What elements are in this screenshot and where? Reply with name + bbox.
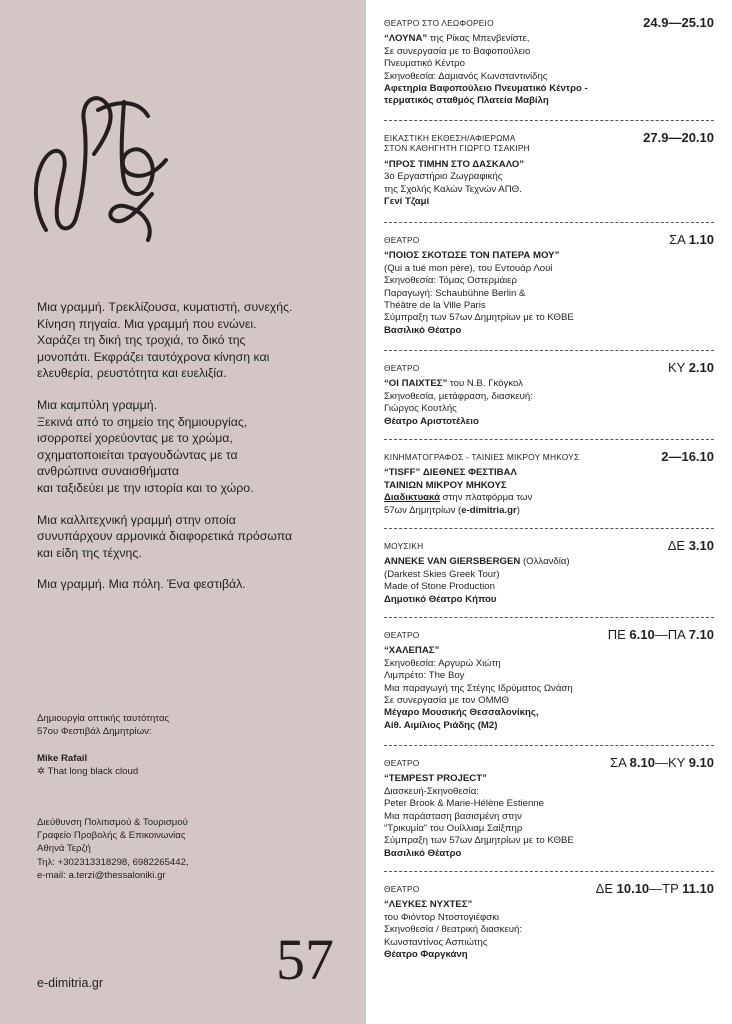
event-date-part: 27.9—20.10 [643,130,714,145]
event-text: Πνευματικό Κέντρο [384,58,465,70]
intro-line: ανθρώπινα συναισθήματα [37,464,179,479]
event-title: ΤΑΙΝΙΩΝ ΜΙΚΡΟΥ ΜΗΚΟΥΣ [384,479,507,491]
event-venue: Δημοτικό Θέατρο Κήπου [384,593,497,605]
event-divider [384,871,714,872]
event-detail-line [384,594,714,606]
event-date-part: 10.10 [616,881,650,896]
event-text: (Qui a tué mon père), του Εντουάρ Λουί [384,262,553,274]
event-category-line: ΘΕΑΤΡΟ [384,235,420,245]
event-detail-line [384,480,714,492]
contact-line: Γραφείο Προβολής & Επικοινωνίας [37,830,186,842]
intro-line: σχηματοποιείται τραγουδώντας με τα [37,447,238,462]
event-text: Made of Stone Production [384,581,495,593]
intro-line: και ταξιδεύει με την ιστορία και το χώρο. [37,480,254,495]
event-text: του Φιόντορ Ντοστογιέφσκι [384,911,500,923]
event-detail-line [384,658,714,670]
event-title: “ΛΟΥΝΑ” [384,33,428,45]
event-details [384,378,714,428]
event-text: Σε συνεργασία με το Βαφοπούλειο [384,45,531,57]
event-text: Σκηνοθεσία: Αργυρώ Χιώτη [384,657,501,669]
intro-line: ισορροπεί χορεύοντας με το χρώμα, [37,431,233,446]
event-detail-line [384,58,714,70]
event-text: ) [516,504,520,516]
design-credits [37,712,337,778]
event-date [643,130,714,145]
event-text: Γιώργος Κουτλής [384,403,457,415]
event-date [643,15,714,30]
event-category [384,363,714,373]
event-text: Σκηνοθεσία: Τόμας Οστερμάιερ [384,275,517,287]
event-detail-line [384,823,714,835]
event-detail-line [384,695,714,707]
intro-line: Μια γραμμή. Μια πόλη. Ένα φεστιβάλ. [37,577,246,592]
event-detail-line [384,95,714,107]
studio-name: ✲ That long black cloud [37,766,139,777]
event-title: “TEMPEST PROJECT” [384,773,487,785]
event-category-line: ΕΙΚΑΣΤΙΚΗ ΕΚΘΕΣΗ/ΑΦΙΕΡΩΜΑ [384,133,516,143]
event-date-part: —ΚΥ [654,755,689,770]
intro-text [37,299,347,608]
event-venue: Αίθ. Αιμίλιος Ριάδης (Μ2) [384,719,498,731]
event-item [384,881,714,961]
event-venue: Γενί Τζαμί [384,196,430,208]
event-item [384,232,714,337]
intro-line: ελευθερία, ρευστότητα και ευελιξία. [37,366,227,381]
edition-number: 57 [276,927,334,992]
event-date [669,232,714,247]
event-detail-line [384,467,714,479]
event-divider [384,350,714,351]
event-detail-line [384,505,714,517]
event-text: της Σχολής Καλών Τεχνών ΑΠΘ. [384,183,522,195]
event-date-part: —ΤΡ [649,881,683,896]
event-category-line: ΚΙΝΗΜΑΤΟΓΡΑΦΟΣ - ΤΑΙΝΙΕΣ ΜΙΚΡΟΥ ΜΗΚΟΥΣ [384,452,580,462]
event-item [384,15,714,108]
contact-line: Διεύθυνση Πολιτισμού & Τουρισμού [37,817,188,828]
event-text: Σκηνοθεσία / θεατρική διασκευή: [384,924,522,936]
contact-line: Τηλ: +302313318298, 6982265442, [37,856,189,868]
contact-line: Αθηνά Τερζή [37,843,91,855]
event-detail-line [384,325,714,337]
event-detail-line [384,391,714,403]
event-date-part: ΣΑ [610,755,630,770]
event-detail-line [384,912,714,924]
event-text: Σύμπραξη των 57ων Δημητρίων με το ΚΘΒΕ [384,835,574,847]
event-text: Σύμπραξη των 57ων Δημητρίων με το ΚΘΒΕ [384,312,574,324]
intro-line: Χαράζει τη δική της τροχιά, το δικό της [37,333,246,348]
event-venue: Βασιλικό Θέατρο [384,324,462,336]
event-divider [384,528,714,529]
event-detail-line [384,670,714,682]
event-text: Théâtre de la Ville Paris [384,300,486,312]
event-title: “ΧΑΛΕΠΑΣ” [384,645,440,657]
event-detail-line [384,811,714,823]
event-title: ANNEKE VAN GIERSBERGEN [384,556,521,568]
event-divider [384,439,714,440]
event-detail-line [384,949,714,961]
event-item [384,130,714,208]
event-text: (Ολλανδία) [520,556,570,568]
intro-paragraph [37,576,347,593]
event-header [384,627,714,642]
event-header [384,232,714,247]
event-header [384,755,714,770]
intro-line: Μια καμπύλη γραμμή. [37,397,157,412]
event-details [384,773,714,860]
event-venue: Θέατρο Φαργκάνη [384,949,468,961]
intro-line: μονοπάτι. Εκφράζει ταυτόχρονα κίνηση και [37,349,270,364]
event-date-part: 7.10 [688,627,714,642]
event-date-part: ΚΥ [667,360,689,375]
event-detail-line [384,786,714,798]
event-text: 3ο Εργαστήριο Ζωγραφικής [384,171,503,183]
event-details [384,556,714,606]
event-title: “TISFF” ΔΙΕΘΝΕΣ ΦΕΣΤΙΒΑΛ [384,467,517,479]
designer-name: Mike Rafail [37,753,88,764]
intro-paragraph [37,397,347,497]
intro-line: Μια καλλιτεχνική γραμμή στην οποία [37,512,236,527]
contact-email[interactable]: e-mail: a.terzi@thessaloniki.gr [37,869,166,881]
event-divider [384,745,714,746]
event-detail-line [384,556,714,568]
event-venue: e-dimitria.gr [461,504,517,516]
event-details [384,645,714,732]
event-category-line: ΘΕΑΤΡΟ [384,630,420,640]
event-text: του Ν.Β. Γκόγκολ [447,378,523,390]
event-detail-line [384,403,714,415]
event-date-part: ΠΕ [607,627,630,642]
event-detail-line [384,312,714,324]
event-details [384,899,714,961]
event-text: Peter Brook & Marie-Hélène Estienne [384,798,544,810]
event-category-line: ΣΤΟΝ ΚΑΘΗΓΗΤΗ ΓΙΩΡΓΟ ΤΣΑΚΙΡΗ [384,143,530,154]
event-detail-line [384,581,714,593]
event-text: της Ρίκας Μπενβενίστε, [427,33,530,45]
event-detail-line [384,416,714,428]
event-date-part: ΔΕ [595,881,617,896]
event-text: 57ων Δημητρίων ( [384,504,462,516]
event-detail-line [384,378,714,390]
event-detail-line [384,492,714,504]
event-header [384,881,714,896]
event-detail-line [384,46,714,58]
event-text: Κωνσταντίνος Ασπιώτης [384,936,488,948]
online-link[interactable]: Διαδικτυακά [384,492,440,504]
event-date-part: ΔΕ [667,538,689,553]
event-header [384,449,714,464]
event-detail-line [384,275,714,287]
event-details [384,159,714,209]
event-detail-line [384,33,714,45]
event-category-line: ΜΟΥΣΙΚΗ [384,541,424,551]
intro-paragraph [37,299,347,382]
event-text: Μια παραγωγή της Στέγης Ιδρύματος Ωνάση [384,682,573,694]
event-date-part: 3.10 [688,538,714,553]
event-text: “Τρικυμία” του Ουίλλιαμ Σαίξπηρ [384,823,523,835]
event-item [384,755,714,860]
intro-line: Ξεκινά από το σημείο της δημιουργίας, [37,414,248,429]
event-venue: Αφετηρία Βαφοπούλειο Πνευματικό Κέντρο - [384,83,588,95]
event-category [384,235,714,245]
event-text: Διασκευή-Σκηνοθεσία: [384,785,479,797]
event-text: Μια παράσταση βασισμένη στην [384,810,522,822]
event-date-part: 2.10 [688,360,714,375]
event-details [384,33,714,107]
intro-line: Κίνηση πηγαία. Μια γραμμή που ενώνει. [37,316,257,331]
event-detail-line [384,707,714,719]
event-detail-line [384,683,714,695]
event-category-line: ΘΕΑΤΡΟ [384,363,420,373]
event-date-part: 11.10 [682,881,714,896]
event-header [384,360,714,375]
event-date [661,449,714,464]
event-date-part: ΣΑ [669,232,689,247]
event-text: Σκηνοθεσία, μετάφραση, διασκευή: [384,390,533,402]
event-detail-line [384,288,714,300]
event-detail-line [384,71,714,83]
intro-paragraph [37,512,347,562]
festival-logo [28,70,178,250]
contact-info [37,816,337,882]
event-detail-line [384,645,714,657]
event-details [384,250,714,337]
event-header [384,15,714,30]
credits-line: Δημιουργία οπτικής ταυτότητας [37,713,170,724]
event-detail-line [384,937,714,949]
event-detail-line [384,300,714,312]
event-title: “ΠΟΙΟΣ ΣΚΟΤΩΣΕ ΤΟΝ ΠΑΤΕΡΑ ΜΟΥ” [384,250,560,262]
event-date [608,627,714,642]
event-text: Σε συνεργασία με τον ΟΜΜΘ [384,695,510,707]
event-header [384,538,714,553]
event-detail-line [384,899,714,911]
event-detail-line [384,798,714,810]
event-date-part: 24.9—25.10 [643,15,714,30]
event-text: Παραγωγή: Schaubühne Berlin & [384,287,526,299]
event-detail-line [384,263,714,275]
event-divider [384,120,714,121]
event-detail-line [384,569,714,581]
event-item [384,449,714,517]
event-date [610,755,714,770]
event-item [384,360,714,428]
event-venue: τερματικός σταθμός Πλατεία Μαβίλη [384,95,549,107]
event-category-line: ΘΕΑΤΡΟ [384,758,420,768]
website-link[interactable]: e-dimitria.gr [37,976,103,990]
event-date [668,360,714,375]
event-item [384,538,714,606]
event-date-part: 1.10 [688,232,714,247]
event-header [384,130,714,154]
event-detail-line [384,720,714,732]
event-title: “ΟΙ ΠΑΙΧΤΕΣ” [384,378,448,390]
event-detail-line [384,773,714,785]
event-detail-line [384,171,714,183]
event-title: “ΠΡΟΣ ΤΙΜΗΝ ΣΤΟ ΔΑΣΚΑΛΟ” [384,158,525,170]
event-detail-line [384,184,714,196]
intro-line: Μια γραμμή. Τρεκλίζουσα, κυματιστή, συνεχής. [37,300,293,314]
event-date-part: 6.10 [629,627,655,642]
event-text: στην πλατφόρμα των [439,492,533,504]
event-text: Σκηνοθεσία: Δαμιανός Κωνσταντινίδης [384,70,548,82]
event-date [668,538,714,553]
event-venue: Μέγαρο Μουσικής Θεσσαλονίκης, [384,707,539,719]
event-text: Λιμπρέτο: The Boy [384,670,465,682]
event-title: “ΛΕΥΚΕΣ ΝΥΧΤΕΣ” [384,899,473,911]
event-detail-line [384,159,714,171]
event-detail-line [384,924,714,936]
event-date-part: 2—16.10 [661,449,714,464]
event-date [596,881,714,896]
event-item [384,627,714,732]
event-date-part: 8.10 [629,755,655,770]
event-category-line: ΘΕΑΤΡΟ ΣΤΟ ΛΕΩΦΟΡΕΙΟ [384,18,494,28]
event-detail-line [384,835,714,847]
intro-line: και είδη της τέχνης. [37,545,142,560]
event-detail-line [384,83,714,95]
event-venue: Βασιλικό Θέατρο [384,847,462,859]
event-detail-line [384,848,714,860]
event-date-part: 9.10 [688,755,714,770]
event-detail-line [384,250,714,262]
event-category [384,541,714,551]
event-venue: Θέατρο Αριστοτέλειο [384,415,479,427]
event-divider [384,617,714,618]
event-divider [384,222,714,223]
event-category-line: ΘΕΑΤΡΟ [384,884,420,894]
event-date-part: —ΠΑ [654,627,689,642]
event-details [384,467,714,517]
event-text: (Darkest Skies Greek Tour) [384,568,500,580]
credits-line: 57ου Φεστιβάλ Δημητρίων: [37,726,152,737]
intro-line: συνυπάρχουν αρμονικά διαφορετικά πρόσωπα [37,529,293,544]
event-detail-line [384,196,714,208]
